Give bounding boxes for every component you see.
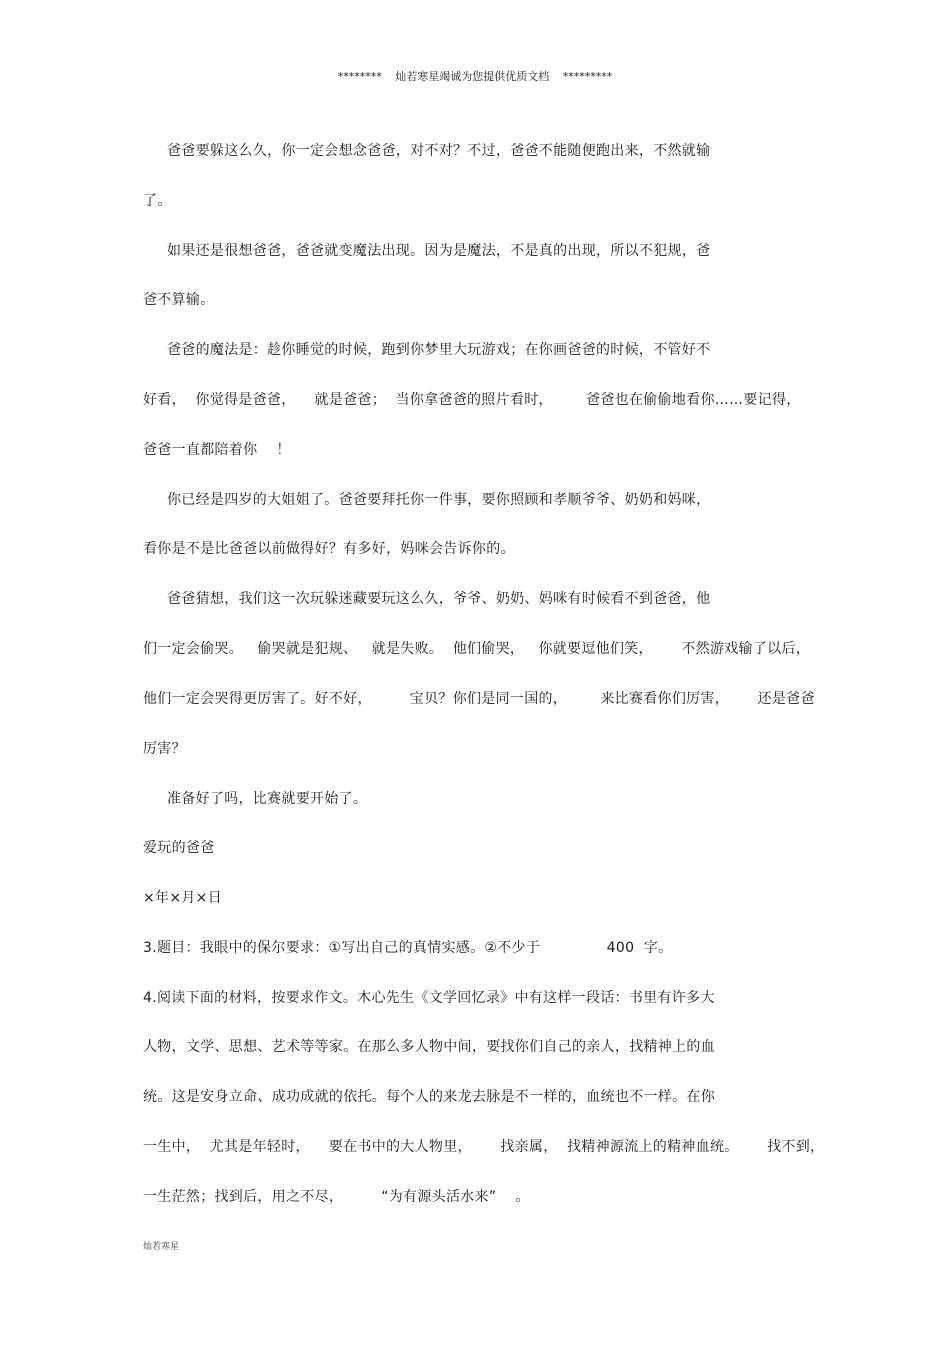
question-3: 3.题目：我眼中的保尔要求：①写出自己的真情实感。②不少于 400 字。 bbox=[143, 940, 673, 956]
text-line: 们一定会偷哭。 偷哭就是犯规、 就是失败。 他们偷哭， 你就要逗他们笑， 不然游戏输了以后， bbox=[143, 641, 811, 657]
page-header bbox=[0, 68, 950, 84]
header-left-stars: ******** bbox=[337, 70, 382, 83]
text-line: 爸爸一直都陪着你 ！ bbox=[143, 442, 291, 458]
signature-line: 爱玩的爸爸 bbox=[143, 840, 215, 856]
text-line: 一生茫然；找到后，用之不尽， “为有源头活水来” 。 bbox=[143, 1189, 530, 1205]
text-line: 爸爸的魔法是：趁你睡觉的时候，跑到你梦里大玩游戏；在你画爸爸的时候，不管好不 bbox=[167, 342, 711, 358]
text-line: 一生中， 尤其是年轻时， 要在书中的大人物里， 找亲属， 找精神源流上的精神血统。 找不到， bbox=[143, 1139, 825, 1155]
text-line: 他们一定会哭得更厉害了。好不好， 宝贝？你们是同一国的， 来比赛看你们厉害， 还是爸爸 bbox=[143, 691, 815, 707]
page-footer: 灿若寒星 bbox=[143, 1242, 180, 1252]
text-line: 准备好了吗，比赛就要开始了。 bbox=[167, 791, 368, 807]
text-line: 如果还是很想爸爸，爸爸就变魔法出现。因为是魔法，不是真的出现，所以不犯规，爸 bbox=[167, 243, 711, 259]
text-line: 厉害？ bbox=[143, 741, 186, 757]
text-line: 你已经是四岁的大姐姐了。爸爸要拜托你一件事，要你照顾和孝顺爷爷、奶奶和妈咪， bbox=[167, 492, 711, 508]
text-line: 好看， 你觉得是爸爸， 就是爸爸； 当你拿爸爸的照片看时， 爸爸也在偷偷地看你……要记得， bbox=[143, 392, 801, 408]
text-line: 爸爸猜想，我们这一次玩躲迷藏要玩这么久，爷爷、奶奶、妈咪有时候看不到爸爸，他 bbox=[167, 591, 711, 607]
header-right-stars: ********* bbox=[562, 70, 613, 83]
date-line: ×年×月×日 bbox=[143, 890, 222, 906]
text-line: 了。 bbox=[143, 193, 172, 209]
text-line: 统。这是安身立命、成功成就的依托。每个人的来龙去脉是不一样的，血统也不一样。在你 bbox=[143, 1089, 715, 1105]
question-4: 4.阅读下面的材料，按要求作文。木心先生《文学回忆录》中有这样一段话：书里有许多大 bbox=[143, 990, 715, 1006]
text-line: 看你是不是比爸爸以前做得好？有多好，妈咪会告诉你的。 bbox=[143, 541, 515, 557]
text-line: 人物，文学、思想、艺术等等家。在那么多人物中间，要找你们自己的亲人，找精神上的血 bbox=[143, 1039, 715, 1055]
text-line: 爸不算输。 bbox=[143, 292, 215, 308]
text-line: 爸爸要躲这么久，你一定会想念爸爸，对不对？不过，爸爸不能随便跑出来，不然就输 bbox=[167, 143, 711, 159]
header-title: 灿若寒星竭诚为您提供优质文档 bbox=[395, 70, 550, 83]
